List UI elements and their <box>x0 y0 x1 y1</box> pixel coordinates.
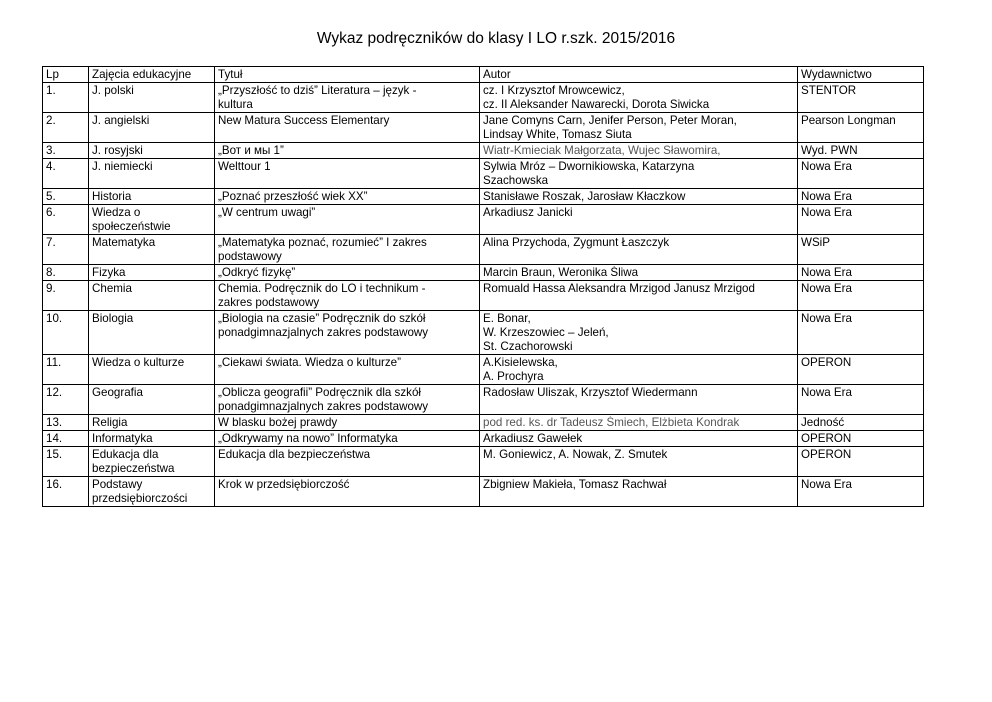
row-subject-line: społeczeństwie <box>92 220 171 233</box>
row-publisher <box>798 477 924 507</box>
row-author-line: Zbigniew Makieła, Tomasz Rachwał <box>483 478 667 491</box>
table-row <box>43 189 924 205</box>
row-author-line: cz. II Aleksander Nawarecki, Dorota Siwicka <box>483 98 710 111</box>
table-row <box>43 415 924 431</box>
row-author <box>480 235 798 265</box>
row-subject-line: J. rosyjski <box>92 144 143 157</box>
row-publisher <box>798 447 924 477</box>
row-subject <box>89 83 215 113</box>
row-subject-line: J. polski <box>92 84 134 97</box>
row-title <box>215 143 480 159</box>
row-author-line: Wiatr-Kmieciak Małgorzata, Wujec Sławomira, <box>483 144 721 157</box>
row-subject <box>89 143 215 159</box>
row-lp <box>43 385 89 415</box>
row-publisher <box>798 281 924 311</box>
row-publisher-line: Jedność <box>801 416 845 429</box>
row-title-line: Krok w przedsiębiorczość <box>218 478 350 491</box>
row-lp-line: 11. <box>46 356 62 369</box>
row-lp-line: 8. <box>46 266 56 279</box>
row-lp <box>43 159 89 189</box>
row-lp-line: 13. <box>46 416 63 429</box>
row-publisher-line: Nowa Era <box>801 266 852 279</box>
row-publisher-line: Nowa Era <box>801 160 852 173</box>
row-subject-line: Wiedza o kulturze <box>92 356 185 369</box>
row-lp-line: 4. <box>46 160 56 173</box>
row-author-line: Jane Comyns Carn, Jenifer Person, Peter Moran, <box>483 114 737 127</box>
row-lp <box>43 265 89 281</box>
row-title <box>215 113 480 143</box>
row-lp-line: 3. <box>46 144 56 157</box>
row-title <box>215 265 480 281</box>
row-subject <box>89 205 215 235</box>
row-publisher <box>798 189 924 205</box>
row-title <box>215 159 480 189</box>
row-title-line: podstawowy <box>218 250 282 263</box>
row-title-line: Edukacja dla bezpieczeństwa <box>218 448 371 461</box>
row-lp <box>43 143 89 159</box>
row-subject <box>89 477 215 507</box>
row-lp-line: 5. <box>46 190 56 203</box>
row-title-line: Welttour 1 <box>218 160 271 173</box>
row-title-line: New Matura Success Elementary <box>218 114 390 127</box>
table-row <box>43 205 924 235</box>
row-lp <box>43 281 89 311</box>
row-subject-line: przedsiębiorczości <box>92 492 188 505</box>
row-title-line: Chemia. Podręcznik do LO i technikum - <box>218 282 426 295</box>
row-author-line: Arkadiusz Gawełek <box>483 432 583 445</box>
row-title <box>215 431 480 447</box>
row-title <box>215 447 480 477</box>
row-subject-line: Wiedza o <box>92 206 141 219</box>
table-row <box>43 477 924 507</box>
row-subject-line: Biologia <box>92 312 134 325</box>
table-row <box>43 159 924 189</box>
row-title <box>215 477 480 507</box>
row-publisher-line: Pearson Longman <box>801 114 896 127</box>
row-publisher-line: Nowa Era <box>801 206 852 219</box>
row-title-line: ponadgimnazjalnych zakres podstawowy <box>218 326 429 339</box>
row-title <box>215 189 480 205</box>
row-author <box>480 311 798 355</box>
row-subject-line: Religia <box>92 416 128 429</box>
row-author-line: pod red. ks. dr Tadeusz Śmiech, Elżbieta Kondrak <box>483 416 740 429</box>
row-lp <box>43 189 89 205</box>
table-row <box>43 235 924 265</box>
table-row <box>43 265 924 281</box>
row-title-line: „Matematyka poznać, rozumieć” I zakres <box>218 236 427 249</box>
row-subject-line: Matematyka <box>92 236 156 249</box>
row-lp <box>43 311 89 355</box>
row-subject-line: J. niemiecki <box>92 160 153 173</box>
row-subject <box>89 447 215 477</box>
row-publisher-line: WSiP <box>801 236 830 249</box>
row-subject <box>89 311 215 355</box>
row-title-line: ponadgimnazjalnych zakres podstawowy <box>218 400 429 413</box>
table-row <box>43 385 924 415</box>
row-subject <box>89 235 215 265</box>
table-row <box>43 355 924 385</box>
row-title <box>215 281 480 311</box>
row-title-line: „Biologia na czasie” Podręcznik do szkół <box>218 312 426 325</box>
row-author <box>480 159 798 189</box>
row-publisher-line: Nowa Era <box>801 478 852 491</box>
row-publisher-line: Nowa Era <box>801 386 852 399</box>
row-author <box>480 281 798 311</box>
row-subject <box>89 385 215 415</box>
row-author-line: Romuald Hassa Aleksandra Mrzigod Janusz Mrzigod <box>483 282 755 295</box>
row-author-line: St. Czachorowski <box>483 340 573 353</box>
header-lp: Lp <box>43 67 89 83</box>
row-author-line: E. Bonar, <box>483 312 531 325</box>
row-title-line: „Poznać przeszłość wiek XX” <box>218 190 368 203</box>
header-title: Tytuł <box>215 67 480 83</box>
row-lp <box>43 113 89 143</box>
row-publisher <box>798 385 924 415</box>
table-row <box>43 83 924 113</box>
row-lp-line: 9. <box>46 282 56 295</box>
row-author-line: A. Prochyra <box>483 370 544 383</box>
row-author-line: M. Goniewicz, A. Nowak, Z. Smutek <box>483 448 668 461</box>
row-publisher-line: STENTOR <box>801 84 857 97</box>
row-publisher-line: OPERON <box>801 356 852 369</box>
row-author-line: Radosław Uliszak, Krzysztof Wiedermann <box>483 386 698 399</box>
row-publisher <box>798 113 924 143</box>
row-title-line: zakres podstawowy <box>218 296 320 309</box>
header-author: Autor <box>480 67 798 83</box>
row-title-line: „Вот и мы 1” <box>218 144 284 157</box>
row-subject-line: Edukacja dla <box>92 448 159 461</box>
row-subject-line: Geografia <box>92 386 143 399</box>
row-subject <box>89 113 215 143</box>
row-author <box>480 447 798 477</box>
row-title-line: „Odkryć fizykę” <box>218 266 296 279</box>
row-publisher-line: OPERON <box>801 448 852 461</box>
row-lp-line: 10. <box>46 312 63 325</box>
page-title: Wykaz podręczników do klasy I LO r.szk. 2015/2016 <box>316 30 676 47</box>
row-lp <box>43 205 89 235</box>
row-subject-line: Historia <box>92 190 132 203</box>
row-lp-line: 16. <box>46 478 63 491</box>
row-publisher-line: OPERON <box>801 432 852 445</box>
row-publisher <box>798 159 924 189</box>
row-title-line: „Oblicza geografii” Podręcznik dla szkół <box>218 386 421 399</box>
row-publisher-line: Nowa Era <box>801 282 852 295</box>
table-row <box>43 143 924 159</box>
row-author-line: Arkadiusz Janicki <box>483 206 573 219</box>
row-publisher <box>798 205 924 235</box>
row-publisher-line: Nowa Era <box>801 190 852 203</box>
row-lp <box>43 235 89 265</box>
row-author-line: Stanisławe Roszak, Jarosław Kłaczkow <box>483 190 686 203</box>
row-author <box>480 431 798 447</box>
row-author-line: W. Krzeszowiec – Jeleń, <box>483 326 609 339</box>
row-lp-line: 14. <box>46 432 63 445</box>
row-title <box>215 385 480 415</box>
row-subject <box>89 189 215 205</box>
row-author-line: Marcin Braun, Weronika Śliwa <box>483 266 639 279</box>
row-publisher-line: Wyd. PWN <box>801 144 858 157</box>
row-author-line: Lindsay White, Tomasz Siuta <box>483 128 632 141</box>
row-publisher <box>798 415 924 431</box>
row-author <box>480 415 798 431</box>
table-body <box>43 83 924 507</box>
row-publisher <box>798 235 924 265</box>
row-author <box>480 385 798 415</box>
row-lp-line: 6. <box>46 206 56 219</box>
row-subject-line: Chemia <box>92 282 132 295</box>
header-subject: Zajęcia edukacyjne <box>89 67 215 83</box>
row-lp-line: 12. <box>46 386 63 399</box>
row-lp <box>43 431 89 447</box>
row-title <box>215 235 480 265</box>
row-publisher <box>798 143 924 159</box>
row-subject-line: Informatyka <box>92 432 153 445</box>
row-subject <box>89 265 215 281</box>
row-title-line: kultura <box>218 98 253 111</box>
row-title <box>215 311 480 355</box>
row-subject-line: J. angielski <box>92 114 150 127</box>
row-author-line: Sylwia Mróz – Dwornikiowska, Katarzyna <box>483 160 695 173</box>
table-row <box>43 431 924 447</box>
row-publisher <box>798 265 924 281</box>
row-author <box>480 143 798 159</box>
row-publisher <box>798 311 924 355</box>
row-publisher <box>798 355 924 385</box>
row-title <box>215 83 480 113</box>
row-title-line: W blasku bożej prawdy <box>218 416 338 429</box>
row-author-line: A.Kisielewska, <box>483 356 558 369</box>
row-title-line: „Przyszłość to dziś” Literatura – język - <box>218 84 417 97</box>
row-lp-line: 1. <box>46 84 56 97</box>
table-row <box>43 311 924 355</box>
row-author-line: Szachowska <box>483 174 549 187</box>
row-author <box>480 265 798 281</box>
row-lp <box>43 477 89 507</box>
row-author <box>480 113 798 143</box>
row-lp <box>43 415 89 431</box>
row-subject <box>89 355 215 385</box>
row-subject <box>89 281 215 311</box>
table-row <box>43 281 924 311</box>
row-author <box>480 189 798 205</box>
row-lp-line: 7. <box>46 236 56 249</box>
row-subject <box>89 431 215 447</box>
row-title <box>215 355 480 385</box>
row-author <box>480 205 798 235</box>
row-title <box>215 415 480 431</box>
row-subject <box>89 159 215 189</box>
row-subject-line: bezpieczeństwa <box>92 462 175 475</box>
row-title <box>215 205 480 235</box>
row-author-line: Alina Przychoda, Zygmunt Łaszczyk <box>483 236 670 249</box>
table-row <box>43 447 924 477</box>
row-lp-line: 2. <box>46 114 56 127</box>
row-subject-line: Fizyka <box>92 266 126 279</box>
header-publisher: Wydawnictwo <box>798 67 924 83</box>
row-title-line: „W centrum uwagi” <box>218 206 316 219</box>
row-lp <box>43 447 89 477</box>
table-row <box>43 113 924 143</box>
row-lp-line: 15. <box>46 448 63 461</box>
row-publisher <box>798 83 924 113</box>
row-lp <box>43 355 89 385</box>
row-lp <box>43 83 89 113</box>
row-author <box>480 83 798 113</box>
row-publisher <box>798 431 924 447</box>
row-author <box>480 355 798 385</box>
row-publisher-line: Nowa Era <box>801 312 852 325</box>
textbook-table <box>42 66 924 507</box>
row-title-line: „Ciekawi świata. Wiedza o kulturze” <box>218 356 401 369</box>
row-subject <box>89 415 215 431</box>
row-title-line: „Odkrywamy na nowo” Informatyka <box>218 432 398 445</box>
row-author-line: cz. I Krzysztof Mrowcewicz, <box>483 84 625 97</box>
row-author <box>480 477 798 507</box>
table-header-row <box>43 67 924 83</box>
row-subject-line: Podstawy <box>92 478 143 491</box>
